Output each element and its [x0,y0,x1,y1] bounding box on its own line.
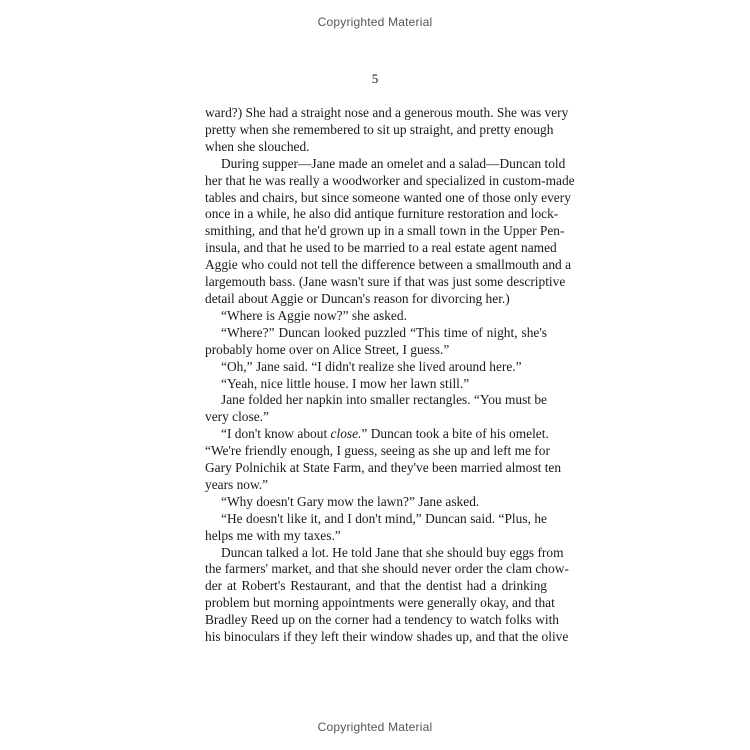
text-line: his binoculars if they left their window shades up, and that the olive [205,629,569,645]
text-line: detail about Aggie or Duncan's reason for divorcing her.) [205,290,510,306]
text-line: tables and chairs, but since someone wanted one of those only every [205,189,571,205]
text-line: “He doesn't like it, and I don't mind,” Duncan said. “Plus, he [221,510,547,526]
text-line: probably home over on Alice Street, I guess.” [205,341,450,357]
text-line: insula, and that he used to be married to a real estate agent named [205,240,557,256]
text-line: largemouth bass. (Jane wasn't sure if that was just some descriptive [205,274,566,290]
text-line: very close.” [205,409,269,425]
text-line: when she slouched. [205,138,310,154]
text-line: “Why doesn't Gary mow the lawn?” Jane asked. [221,493,480,509]
page-number: 5 [371,71,379,86]
text-line: During supper—Jane made an omelet and a salad—Duncan told [221,155,566,171]
text-line: “Oh,” Jane said. “I didn't realize she lived around here.” [221,358,522,374]
text-line: “We're friendly enough, I guess, seeing as she up and left me for [205,443,550,459]
text-line: der at Robert's Restaurant, and that the dentist had a drinking [205,578,547,594]
watermark-top: Copyrighted Material [317,15,433,29]
text-line: “Yeah, nice little house. I mow her lawn still.” [221,375,470,391]
text-line: smithing, and that he'd grown up in a small town in the Upper Pen- [205,223,565,239]
text-line: helps me with my taxes.” [205,527,341,543]
text-line: problem but morning appointments were generally okay, and that [205,595,555,611]
text-line: “I don't know about close.” Duncan took a bite of his omelet. [221,426,549,442]
text-line: pretty when she remembered to sit up straight, and pretty enough [205,121,554,137]
text-line: ward?) She had a straight nose and a generous mouth. She was very [205,105,569,120]
text-line: the farmers' market, and that she should never order the clam chow- [205,561,569,577]
text-line: “Where?” Duncan looked puzzled “This time of night, she's [221,324,547,340]
text-line: Jane folded her napkin into smaller rectangles. “You must be [221,392,547,408]
text-line: Bradley Reed up on the corner had a tendency to watch folks with [205,612,559,628]
body-text [205,105,575,646]
text-line: years now.” [205,476,269,492]
text-line: Aggie who could not tell the difference between a smallmouth and a [205,257,572,273]
text-line: “Where is Aggie now?” she asked. [221,307,407,323]
text-line: Duncan talked a lot. He told Jane that she should buy eggs from [221,544,564,560]
text-line: once in a while, he also did antique furniture restoration and lock- [205,206,559,222]
text-line: Gary Polnichik at State Farm, and they've been married almost ten [205,460,562,476]
watermark-bottom: Copyrighted Material [317,720,433,734]
emphasis: close. [330,426,362,442]
text-line: her that he was really a woodworker and specialized in custom-made [205,172,575,188]
